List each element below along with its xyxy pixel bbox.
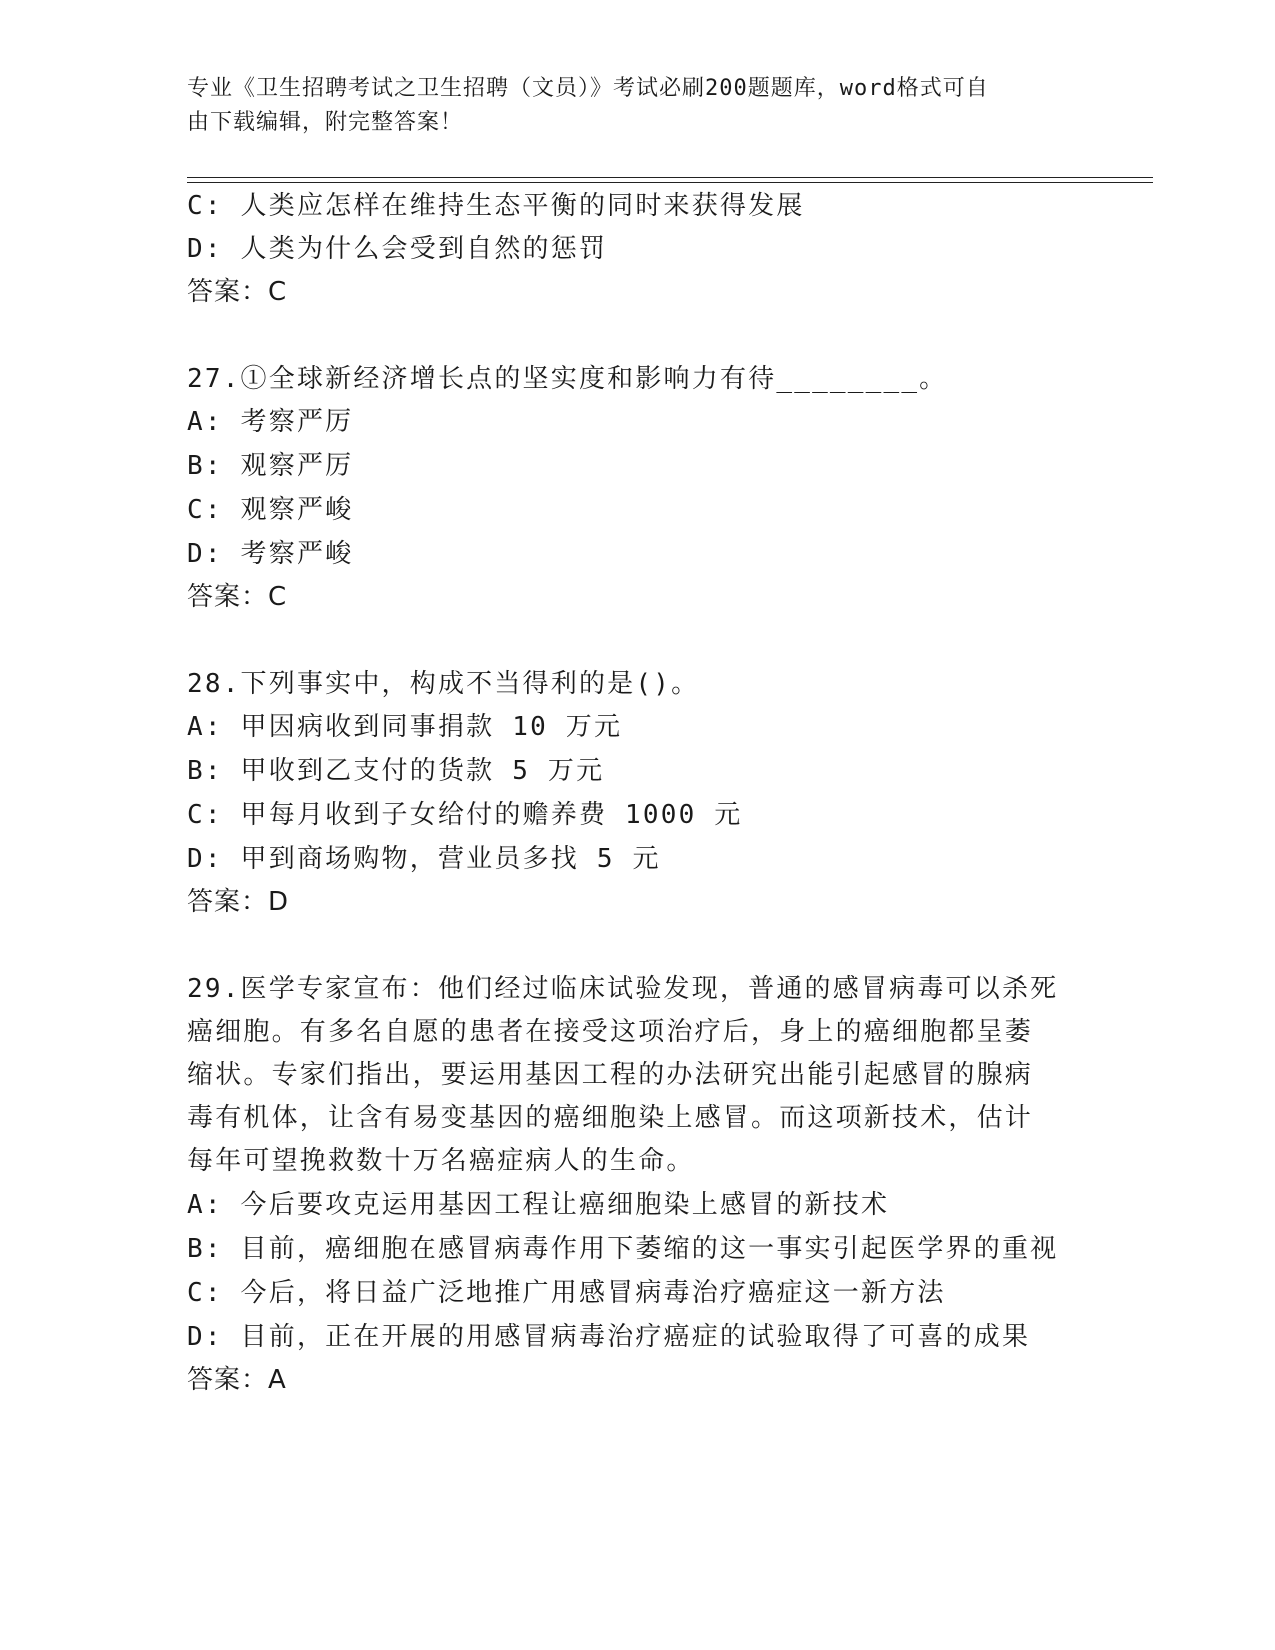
header-line-2: 由下载编辑，附完整答案！ xyxy=(187,110,464,135)
q27-option-b: B: 观察严厉 xyxy=(187,451,354,481)
q28-answer: 答案：D xyxy=(187,887,290,917)
q29-option-d: D: 目前，正在开展的用感冒病毒治疗癌症的试验取得了可喜的成果 xyxy=(187,1322,1031,1352)
q27-option-d: D: 考察严峻 xyxy=(187,539,354,569)
q28-option-a: A: 甲因病收到同事捐款 10 万元 xyxy=(187,712,623,742)
header-divider-bottom xyxy=(187,182,1153,183)
q29-stem-line-3: 缩状。专家们指出，要运用基因工程的办法研究出能引起感冒的腺病 xyxy=(187,1060,1034,1090)
q28-stem: 28.下列事实中，构成不当得利的是()。 xyxy=(187,669,700,699)
q29-option-a: A: 今后要攻克运用基因工程让癌细胞染上感冒的新技术 xyxy=(187,1190,890,1220)
document-header xyxy=(187,72,1067,140)
q26-option-c: C: 人类应怎样在维持生态平衡的同时来获得发展 xyxy=(187,191,805,221)
q28-option-d: D: 甲到商场购物，营业员多找 5 元 xyxy=(187,844,661,874)
q29-option-b: B: 目前，癌细胞在感冒病毒作用下萎缩的这一事实引起医学界的重视 xyxy=(187,1234,1059,1264)
q29-stem-line-1: 29.医学专家宣布：他们经过临床试验发现，普通的感冒病毒可以杀死 xyxy=(187,974,1059,1004)
q27-answer: 答案：C xyxy=(187,582,288,612)
q27-stem: 27.①全球新经济增长点的坚实度和影响力有待________。 xyxy=(187,364,948,394)
q27-option-a: A: 考察严厉 xyxy=(187,407,354,437)
q29-answer: 答案：A xyxy=(187,1365,287,1395)
header-line-1: 专业《卫生招聘考试之卫生招聘（文员）》考试必刷200题题库，word格式可自 xyxy=(187,76,989,101)
q28-option-b: B: 甲收到乙支付的货款 5 万元 xyxy=(187,756,605,786)
q27-option-c: C: 观察严峻 xyxy=(187,495,354,525)
q29-stem-line-4: 毒有机体，让含有易变基因的癌细胞染上感冒。而这项新技术，估计 xyxy=(187,1103,1034,1133)
q29-option-c: C: 今后，将日益广泛地推广用感冒病毒治疗癌症这一新方法 xyxy=(187,1278,946,1308)
q29-stem-line-5: 每年可望挽救数十万名癌症病人的生命。 xyxy=(187,1146,695,1176)
q29-stem-line-2: 癌细胞。有多名自愿的患者在接受这项治疗后，身上的癌细胞都呈萎 xyxy=(187,1017,1034,1047)
q26-answer: 答案：C xyxy=(187,277,288,307)
q28-option-c: C: 甲每月收到子女给付的赡养费 1000 元 xyxy=(187,800,743,830)
header-divider-top xyxy=(187,177,1153,178)
q26-option-d: D: 人类为什么会受到自然的惩罚 xyxy=(187,234,608,264)
